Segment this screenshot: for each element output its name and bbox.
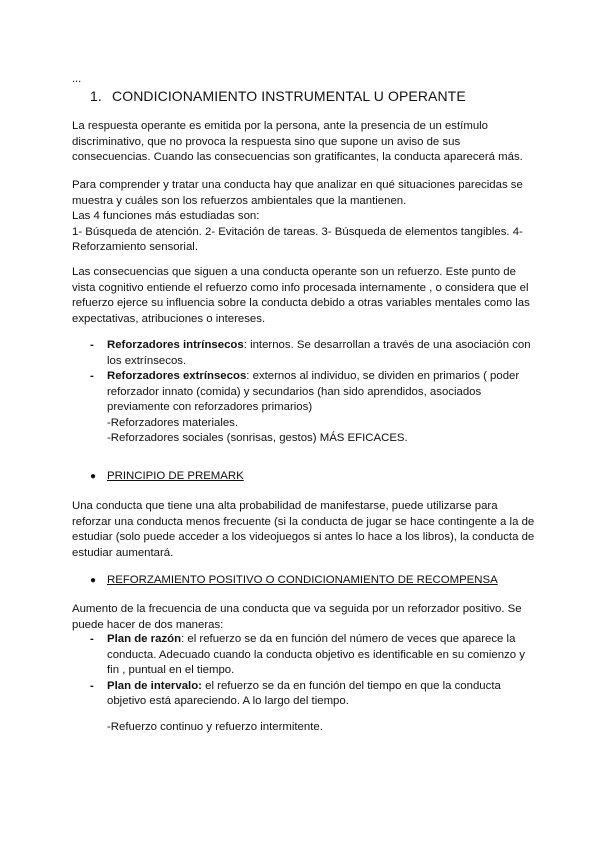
- heading-premark: [90, 469, 244, 485]
- list-item-interval: [90, 679, 530, 710]
- text-line: La respuesta operante es emitida por la persona, ante la presencia de un estímulo: [72, 120, 489, 132]
- text-line: [107, 369, 530, 385]
- text-line: -Refuerzo continuo y refuerzo intermitente.: [107, 721, 323, 733]
- text-line: Reforzamiento sensorial.: [72, 241, 198, 253]
- text-line: Las consecuencias que siguen a una conducta operante son un refuerzo. Este punto de: [72, 266, 516, 278]
- text-line: fin , puntual en el tiempo.: [107, 664, 235, 676]
- text-line: objetivo está apareciendo. A lo largo del tiempo.: [107, 695, 349, 707]
- heading-positive-reinforcement: [90, 573, 498, 589]
- text-line: [107, 338, 530, 354]
- text-line: consecuencias. Cuando las consecuencias son gratificantes, la conducta aparecerá más.: [72, 151, 523, 163]
- item-text: : el refuerzo se da en función del número de veces que aparece la: [181, 633, 516, 645]
- text-line: estudiar (solo puede acceder a los videojuegos si antes lo hace a los libros), la conducta de: [72, 531, 535, 543]
- dash-marker: -: [90, 633, 94, 645]
- text-line: [107, 679, 530, 695]
- text-line: discriminativo, que no provoca la respuesta sino que supone un aviso de sus: [72, 135, 461, 148]
- dash-marker: -: [90, 339, 94, 351]
- text-line: previamente con reforzadores primarios): [107, 401, 313, 413]
- list-item-extrinsic: [90, 369, 530, 447]
- note-continuous-intermittent: [107, 720, 567, 736]
- text-line: conducta. Adecuado cuando la conducta objetivo es identificable en su comienzo y: [107, 648, 525, 661]
- paragraph-premark: [72, 499, 535, 561]
- term-intrinsic: Reforzadores intrínsecos: [107, 339, 244, 351]
- paragraph-consequences: [72, 265, 532, 327]
- text-line: 1- Búsqueda de atención. 2- Evitación de tareas. 3- Búsqueda de elementos tangibles. 4-: [72, 225, 523, 238]
- text-line: Las 4 funciones más estudiadas son:: [72, 210, 260, 222]
- term-extrinsic: Reforzadores extrínsecos: [107, 370, 247, 382]
- section-heading: [90, 87, 466, 105]
- reinforcers-list: [90, 338, 530, 447]
- paragraph-functions: [72, 178, 532, 256]
- text-line: [107, 632, 530, 648]
- section-title: CONDICIONAMIENTO INSTRUMENTAL U OPERANTE: [112, 88, 466, 104]
- text-line: Una conducta que tiene una alta probabilidad de manifestarse, puede utilizarse para: [72, 500, 498, 512]
- premark-title: PRINCIPIO DE PREMARK: [107, 470, 244, 482]
- text-line: Aumento de la frecuencia de una conducta que va seguida por un reforzador positivo. Se: [72, 603, 522, 615]
- item-text: : internos. Se desarrollan a través de una asociación con: [243, 339, 531, 351]
- paragraph-positive-reinforcement: [72, 602, 532, 633]
- text-line: reforzar una conducta menos frecuente (si la conducta de jugar se hace contingente a la de: [72, 515, 535, 528]
- text-line: puede hacer de dos maneras:: [72, 618, 224, 631]
- text-line: -Reforzadores materiales.: [107, 416, 239, 429]
- text-line: vista cognitivo entiende el refuerzo como info procesada internamente , o considera que el: [72, 281, 529, 294]
- item-text: : externos al individuo, se dividen en primarios ( poder: [246, 370, 520, 382]
- bullet-dot: ●: [90, 471, 97, 482]
- term-ratio: Plan de razón: [107, 633, 182, 645]
- text-line: Para comprender y tratar una conducta hay que analizar en qué situaciones parecidas se: [72, 179, 523, 191]
- item-text: el refuerzo se da en función del tiempo en que la conducta: [201, 679, 501, 692]
- bullet-dot: ●: [90, 575, 97, 586]
- section-number: 1.: [90, 88, 102, 104]
- list-item-ratio: [90, 632, 530, 679]
- positive-reinforcement-title: REFORZAMIENTO POSITIVO O CONDICIONAMIENTO DE RECOMPENSA: [107, 574, 498, 586]
- term-interval: Plan de intervalo:: [107, 679, 202, 692]
- dash-marker: -: [90, 370, 94, 382]
- text-line: expectativas, atribuciones o intereses.: [72, 312, 266, 325]
- text-line: -Reforzadores sociales (sonrisas, gestos) MÁS EFICACES.: [107, 432, 408, 444]
- text-line: estudiar aumentará.: [72, 546, 174, 559]
- text-line: reforzador innato (comida) y secundarios (han sido aprendidos, asociados: [107, 385, 482, 398]
- list-item-intrinsic: [90, 338, 530, 369]
- ellipsis-marker: ...: [72, 73, 82, 85]
- text-line: muestra y cuáles son los refuerzos ambientales que la mantienen.: [72, 194, 407, 207]
- paragraph-operant-response: [72, 119, 532, 166]
- text-line: los extrínsecos.: [107, 354, 187, 367]
- text-line: refuerzo ejerce su influencia sobre la conducta debido a otras variables mentales como las: [72, 297, 530, 309]
- dash-marker: -: [90, 679, 94, 692]
- schedules-list: [90, 632, 530, 710]
